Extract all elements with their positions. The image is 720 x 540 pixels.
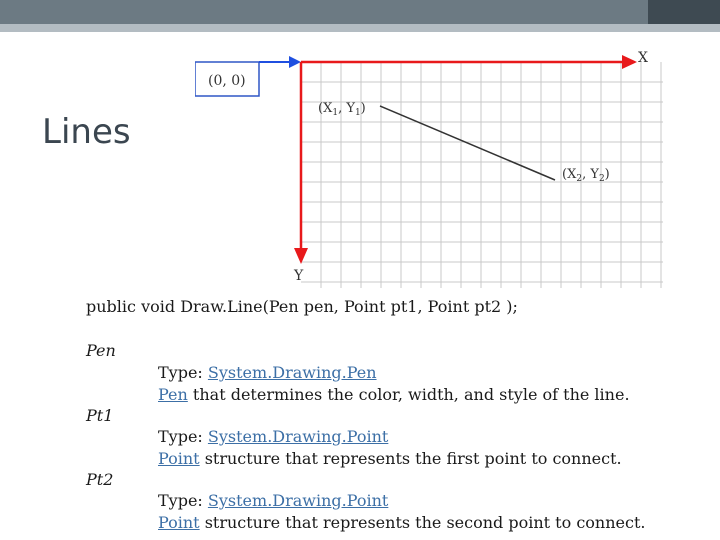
param-desc-pt2: Type: System.Drawing.Point Point structure that represents the second point to connect. xyxy=(158,491,646,532)
param-desc-pt1: Type: System.Drawing.Point Point structure that represents the first point to connect. xyxy=(158,427,622,468)
header-accent-stripe xyxy=(0,24,720,32)
param-desc-pen: Type: System.Drawing.Pen Pen that determines the color, width, and style of the line. xyxy=(158,363,630,404)
header-bar xyxy=(0,0,720,24)
param-name-pt2: Pt2 xyxy=(86,470,114,489)
line-segment xyxy=(380,106,555,180)
x-axis-label: X xyxy=(638,50,648,66)
param-name-pen: Pen xyxy=(86,341,116,360)
header-bar-corner xyxy=(648,0,720,24)
y-axis xyxy=(294,62,308,264)
type-link-pt1[interactable]: System.Drawing.Point xyxy=(207,427,389,446)
point1-label: ($X_1$, $Y_1$) xyxy=(318,101,366,118)
type-link-pt2[interactable]: System.Drawing.Point xyxy=(207,491,389,510)
param-name-pt1: Pt1 xyxy=(86,406,114,425)
type-link-pen[interactable]: System.Drawing.Pen xyxy=(207,363,377,382)
desc-link-pt2[interactable]: Point xyxy=(158,513,200,532)
origin-label: (0, 0) xyxy=(208,73,246,89)
blue-arrow xyxy=(259,56,301,68)
slide-title: Lines xyxy=(42,112,131,152)
method-signature: public void Draw.Line(Pen pen, Point pt1, Point pt2 ); xyxy=(86,297,518,316)
x-axis xyxy=(301,55,637,69)
desc-link-pen[interactable]: Pen xyxy=(158,385,188,404)
coordinate-diagram xyxy=(195,40,670,290)
y-axis-label: Y xyxy=(294,268,304,284)
desc-link-pt1[interactable]: Point xyxy=(158,449,200,468)
point2-label: ($X_2$, $Y_2$) xyxy=(562,167,610,184)
